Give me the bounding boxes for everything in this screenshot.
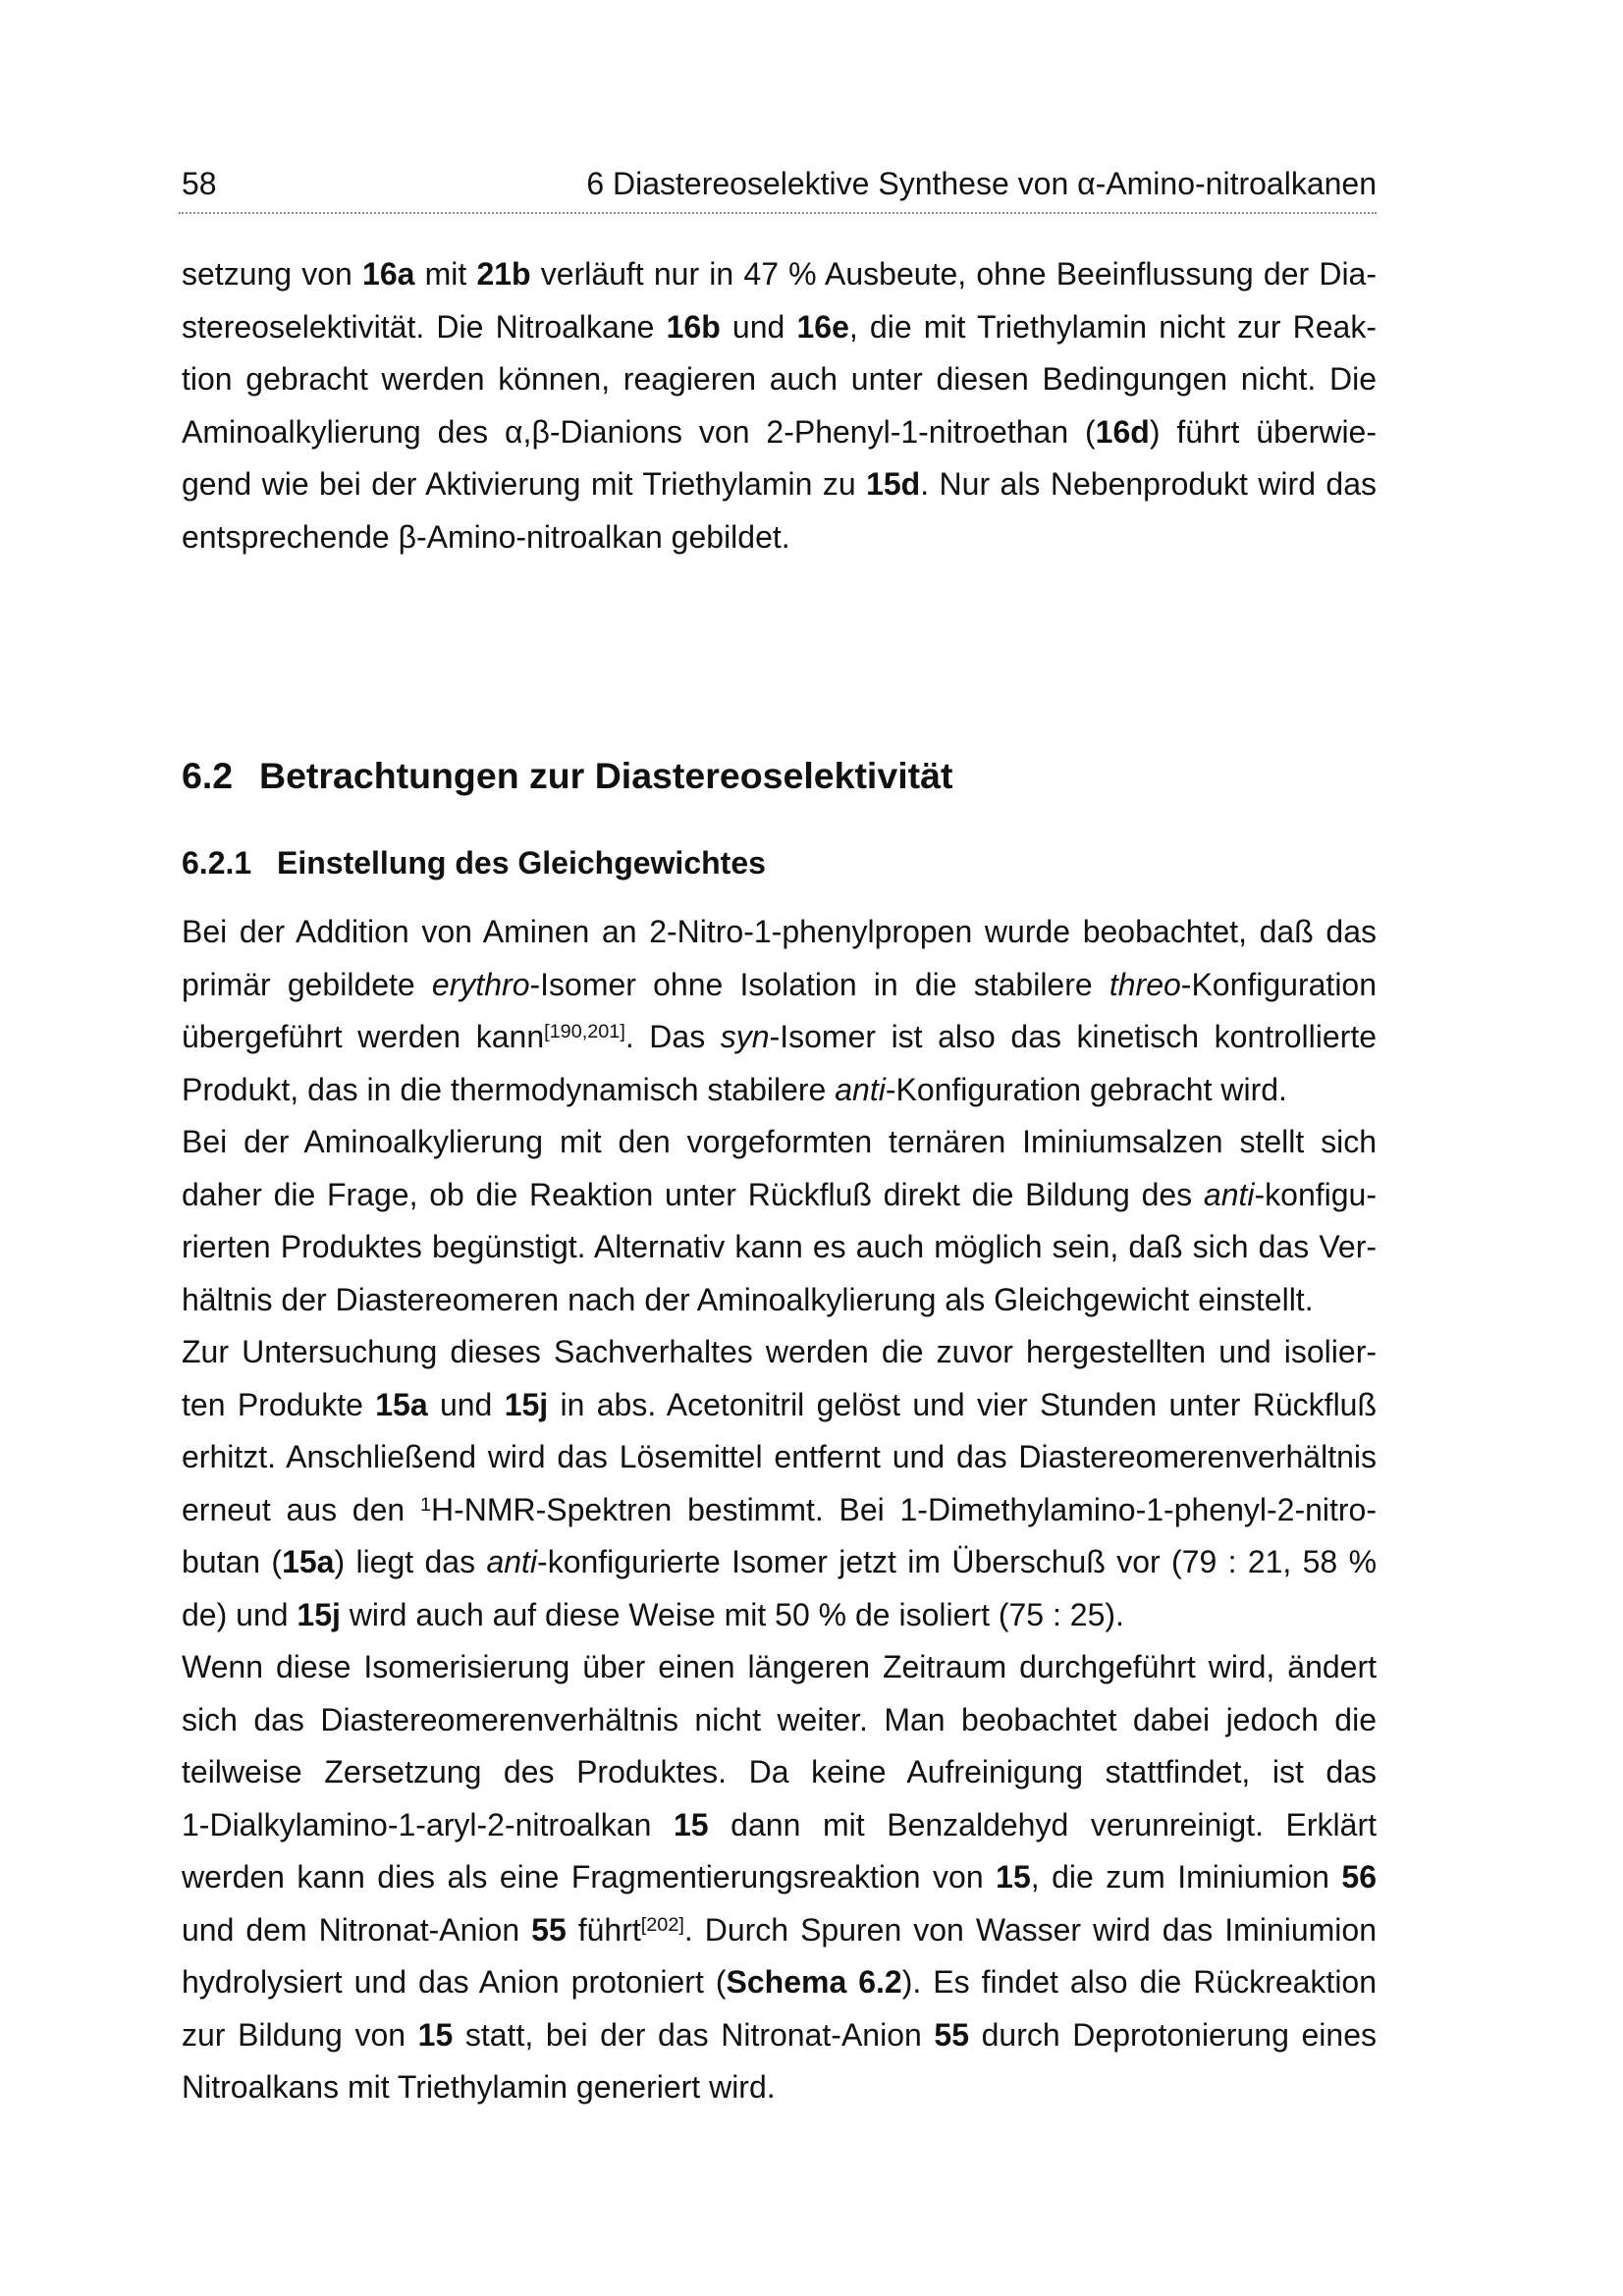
text-run: -Isomer ohne Isolation in die stabilere <box>529 966 1109 1002</box>
bold-text: 16b <box>666 308 721 345</box>
text-run: und <box>720 308 797 345</box>
header-rule <box>179 212 1377 214</box>
superscript-text: [190,201] <box>544 1021 625 1043</box>
text-run: . Das <box>624 1019 721 1054</box>
section-heading <box>182 751 952 800</box>
bold-text: 15a <box>375 1386 428 1422</box>
text-run: -Konfiguration gebracht wird. <box>885 1071 1287 1107</box>
text-run: Aminoalkylierung des α,β-Dianions von 2-Phenyl-1-nitroethan ( <box>182 413 1096 450</box>
text-line <box>182 458 1377 511</box>
text-line <box>182 959 1377 1012</box>
running-header <box>182 164 1377 203</box>
text-run: , die mit Triethylamin nicht zur Reak- <box>848 308 1378 345</box>
text-run: hältnis der Diastereomeren nach der Aminoalkylierung als Gleichgewicht einstellt. <box>182 1281 1314 1317</box>
text-line <box>182 1274 1377 1327</box>
text-line <box>182 1956 1377 2009</box>
text-line <box>182 1011 1377 1064</box>
text-line <box>182 1536 1377 1589</box>
text-run: setzung von <box>182 256 363 292</box>
superscript-text: 1 <box>419 1493 431 1516</box>
italic-text: erythro <box>431 966 530 1002</box>
text-run: daher die Frage, ob die Reaktion unter Rückfluß direkt die Bildung des <box>182 1176 1204 1212</box>
text-run: H-NMR-Spektren bestimmt. Bei 1-Dimethylamino-1-phenyl-2-nitro- <box>430 1491 1377 1527</box>
text-run: sich das Diastereomerenverhältnis nicht weiter. Man beobachtet dabei jedoch die <box>182 1701 1377 1737</box>
text-run: -konfigurierte Isomer jetzt im Überschuß vor (79 : 21, 58 % <box>537 1544 1378 1579</box>
text-run: und <box>427 1386 505 1422</box>
text-line <box>182 1431 1377 1484</box>
text-run: . Durch Spuren von Wasser wird das Iminiumion <box>683 1911 1378 1948</box>
paragraph <box>182 1116 1377 1326</box>
text-line <box>182 1904 1377 1957</box>
subsection-heading <box>182 841 766 884</box>
text-line <box>182 1169 1377 1222</box>
text-line <box>182 353 1377 406</box>
bold-text: 16d <box>1095 413 1150 450</box>
running-title: 6 Diastereoselektive Synthese von α-Amino-nitroalkanen <box>586 166 1377 201</box>
bold-text: 15j <box>504 1386 549 1422</box>
text-run: wird auch auf diese Weise mit 50 % de isoliert (75 : 25). <box>340 1596 1124 1632</box>
italic-text: anti <box>1203 1176 1255 1212</box>
continued-paragraph <box>182 248 1377 563</box>
text-run: ). Es findet also die Rückreaktion <box>901 1964 1378 2000</box>
text-line <box>182 1851 1377 1904</box>
italic-text: anti <box>486 1544 538 1579</box>
text-run: teilweise Zersetzung des Produktes. Da keine Aufreinigung stattfindet, ist das <box>182 1754 1377 1789</box>
text-line <box>182 1484 1377 1537</box>
italic-text: anti <box>835 1071 886 1107</box>
text-run: durch Deprotonierung eines <box>969 2016 1378 2053</box>
text-run: statt, bei der das Nitronat-Anion <box>453 2016 935 2053</box>
text-run: werden kann dies als eine Fragmentierungsreaktion von <box>182 1859 997 1895</box>
text-run: Bei der Aminoalkylierung mit den vorgeformten ternären Iminiumsalzen stellt sich <box>182 1124 1377 1159</box>
bold-text: 15j <box>297 1596 341 1632</box>
text-line <box>182 1641 1377 1694</box>
bold-text: 15 <box>673 1806 709 1842</box>
bold-text: Schema 6.2 <box>726 1964 902 2000</box>
bold-text: 16e <box>796 308 849 345</box>
paragraph <box>182 1326 1377 1641</box>
section-title: Betrachtungen zur Diastereoselektivität <box>259 755 953 796</box>
bold-text: 15d <box>866 466 921 502</box>
bold-text: 55 <box>934 2016 970 2053</box>
text-line <box>182 301 1377 354</box>
text-line <box>182 2009 1377 2062</box>
text-run: Zur Untersuchung dieses Sachverhaltes werden die zuvor hergestellten und isolier- <box>182 1334 1377 1369</box>
text-run: dann mit Benzaldehyd verunreinigt. Erklärt <box>708 1806 1378 1842</box>
text-line <box>182 1064 1377 1117</box>
text-run: -konfigu- <box>1254 1176 1377 1212</box>
text-run: 1-Dialkylamino-1-aryl-2-nitroalkan <box>182 1806 674 1842</box>
text-run: Wenn diese Isomerisierung über einen längeren Zeitraum durchgeführt wird, ändert <box>182 1649 1377 1684</box>
superscript-text: [202] <box>640 1913 684 1936</box>
subsection-number: 6.2.1 <box>182 845 252 881</box>
text-run: und dem Nitronat-Anion <box>182 1911 532 1948</box>
text-line <box>182 2061 1377 2114</box>
section-body <box>182 906 1377 2114</box>
text-run: erhitzt. Anschließend wird das Lösemittel entfernt und das Diastereomerenverhältnis <box>182 1439 1377 1474</box>
subsection-title: Einstellung des Gleichgewichtes <box>277 845 766 881</box>
text-run: butan ( <box>182 1544 283 1579</box>
text-line <box>182 1694 1377 1747</box>
text-line <box>182 1221 1377 1274</box>
text-run: -Konfiguration <box>1180 966 1378 1002</box>
text-line <box>182 1589 1377 1642</box>
italic-text: syn <box>720 1019 770 1054</box>
text-line <box>182 906 1377 959</box>
text-line <box>182 511 1377 564</box>
text-run: entsprechende β-Amino-nitroalkan gebildet. <box>182 518 790 555</box>
text-run: übergeführt werden kann <box>182 1019 545 1054</box>
text-line <box>182 1116 1377 1169</box>
bold-text: 21b <box>476 256 531 292</box>
bold-text: 15 <box>996 1859 1031 1895</box>
text-run: gend wie bei der Aktivierung mit Triethylamin zu <box>182 466 867 502</box>
text-run: verläuft nur in 47 % Ausbeute, ohne Beeinflussung der Dia- <box>530 256 1377 292</box>
bold-text: 16a <box>362 256 415 292</box>
text-run: . Nur als Nebenprodukt wird das <box>920 466 1378 502</box>
paragraph <box>182 1641 1377 2114</box>
text-run: Produkt, das in die thermodynamisch stabilere <box>182 1071 836 1107</box>
text-run: , die zum Iminiumion <box>1030 1859 1342 1895</box>
text-run: zur Bildung von <box>182 2016 418 2053</box>
text-line <box>182 1799 1377 1852</box>
text-run: primär gebildete <box>182 966 432 1002</box>
text-run: erneut aus den <box>182 1491 420 1527</box>
italic-text: threo <box>1109 966 1181 1002</box>
bold-text: 15 <box>417 2016 454 2053</box>
text-run: tion gebracht werden können, reagieren auch unter diesen Bedingungen nicht. Die <box>182 361 1377 397</box>
text-line <box>182 1326 1377 1379</box>
text-line <box>182 248 1377 301</box>
text-run: Nitroalkans mit Triethylamin generiert wird. <box>182 2069 776 2105</box>
text-run: Bei der Addition von Aminen an 2-Nitro-1-phenylpropen wurde beobachtet, daß das <box>182 914 1377 949</box>
section-number: 6.2 <box>182 755 234 796</box>
text-run: stereoselektivität. Die Nitroalkane <box>182 308 667 345</box>
bold-text: 56 <box>1341 1859 1378 1895</box>
text-line <box>182 1746 1377 1799</box>
paragraph <box>182 906 1377 1116</box>
text-run: -Isomer ist also das kinetisch kontrollierte <box>769 1019 1378 1054</box>
text-line <box>182 406 1377 459</box>
text-run: führt <box>566 1911 641 1948</box>
text-run: ) führt überwie- <box>1149 413 1377 450</box>
text-run: de) und <box>182 1596 298 1632</box>
text-run: rierten Produktes begünstigt. Alternativ kann es auch möglich sein, daß sich das Ver- <box>182 1229 1377 1264</box>
bold-text: 15a <box>282 1544 335 1579</box>
page-number: 58 <box>182 166 217 201</box>
text-run: mit <box>414 256 477 292</box>
text-run: ten Produkte <box>182 1386 376 1422</box>
bold-text: 55 <box>531 1911 567 1948</box>
text-run: ) liegt das <box>334 1544 487 1579</box>
text-line <box>182 1379 1377 1432</box>
text-run: in abs. Acetonitril gelöst und vier Stunden unter Rückfluß <box>548 1386 1378 1422</box>
text-run: hydrolysiert und das Anion protoniert ( <box>182 1964 727 2000</box>
